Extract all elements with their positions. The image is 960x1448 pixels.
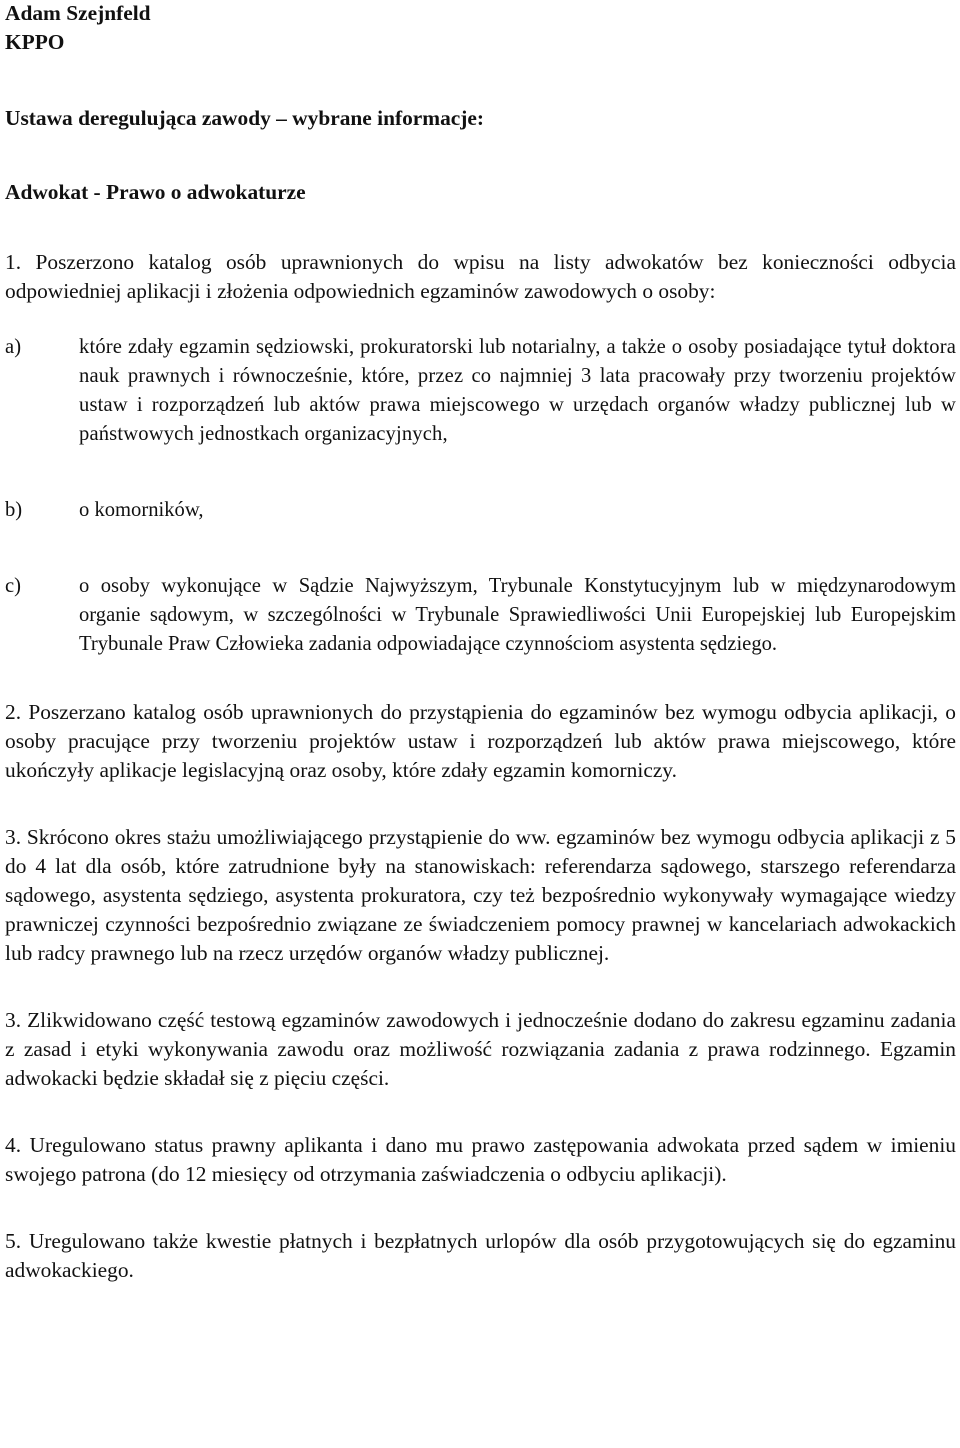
subpoint-text: o osoby wykonujące w Sądzie Najwyższym, Trybunale Konstytucyjnym lub w międzynarodowym organie sądowym, w szczególności w Trybunale Sprawiedliwości Unii Europejskiej lub Europejskim Trybunale Praw Człowieka zadania odpowiadające czynnościom asystenta sędziego. (79, 575, 956, 655)
document-subtitle: Adwokat - Prawo o adwokaturze (5, 180, 306, 204)
point-number: 3. (5, 825, 22, 849)
point-number: 4. (5, 1133, 22, 1157)
subpoint-text: o komorników, (79, 499, 204, 521)
author-name: Adam Szejnfeld (5, 1, 151, 25)
subpoint-label: a) (5, 336, 22, 358)
document-title: Ustawa deregulująca zawody – wybrane informacje: (5, 106, 485, 130)
organization-name: KPPO (5, 30, 65, 54)
subpoint-text: które zdały egzamin sędziowski, prokuratorski lub notarialny, a także o osoby posiadające tytuł doktora nauk prawnych i równocześnie, które, przez co najmniej 3 lata pracowały przy tworzeniu projektów ustaw i rozporządzeń lub aktów prawa miejscowego w urzędach organów władzy publicznej lub w państwowych jednostkach organizacyjnych, (79, 336, 956, 445)
subpoint-b (5, 496, 956, 525)
point-3b (5, 1006, 956, 1093)
point-number: 2. (5, 700, 22, 724)
point-5 (5, 1227, 956, 1285)
point-text: Zlikwidowano część testową egzaminów zawodowych i jednocześnie dodano do zakresu egzaminu zadania z zasad i etyki wykonywania zawodu oraz możliwość rozwiązania zadania z prawa rodzinnego. Egzamin adwokacki będzie składał się z pięciu części. (5, 1008, 956, 1090)
point-2 (5, 698, 956, 785)
point-text: Uregulowano także kwestie płatnych i bezpłatnych urlopów dla osób przygotowujących się do egzaminu adwokackiego. (5, 1229, 956, 1282)
point-number: 5. (5, 1229, 22, 1253)
point-text: Uregulowano status prawny aplikanta i dano mu prawo zastępowania adwokata przed sądem w imieniu swojego patrona (do 12 miesięcy od otrzymania zaświadczenia o odbyciu aplikacji). (5, 1133, 956, 1186)
point-number: 1. (5, 250, 22, 274)
point-1 (5, 248, 956, 306)
subpoint-a (5, 333, 956, 449)
point-4 (5, 1131, 956, 1189)
point-3 (5, 823, 956, 968)
point-number: 3. (5, 1008, 22, 1032)
point-text: Skrócono okres stażu umożliwiającego przystąpienie do ww. egzaminów bez wymogu odbycia aplikacji z 5 do 4 lat dla osób, które zatrudnione były na stanowiskach: referendarza sądowego, starszego referendarza sądowego, asystenta sędziego, asystenta prokuratora, czy też bezpośrednio wykonywały wymagające wiedzy prawniczej czynności bezpośrednio związane ze świadczeniem pomocy prawnej w kancelariach adwokackich lub radcy prawnego lub na rzecz urzędów organów władzy publicznej. (5, 825, 956, 965)
subpoint-c (5, 572, 956, 659)
document-page (5, 0, 956, 1285)
point-text: Poszerzono katalog osób uprawnionych do wpisu na listy adwokatów bez konieczności odbycia odpowiedniej aplikacji i złożenia odpowiednich egzaminów zawodowych o osoby: (5, 250, 956, 303)
subpoint-label: b) (5, 499, 23, 521)
subpoint-label: c) (5, 575, 21, 597)
point-text: Poszerzano katalog osób uprawnionych do przystąpienia do egzaminów bez wymogu odbycia aplikacji, o osoby pracujące przy tworzeniu projektów ustaw i rozporządzeń lub aktów prawa miejscowego, które ukończyły aplikacje legislacyjną oraz osoby, które zdały egzamin komorniczy. (5, 700, 956, 782)
